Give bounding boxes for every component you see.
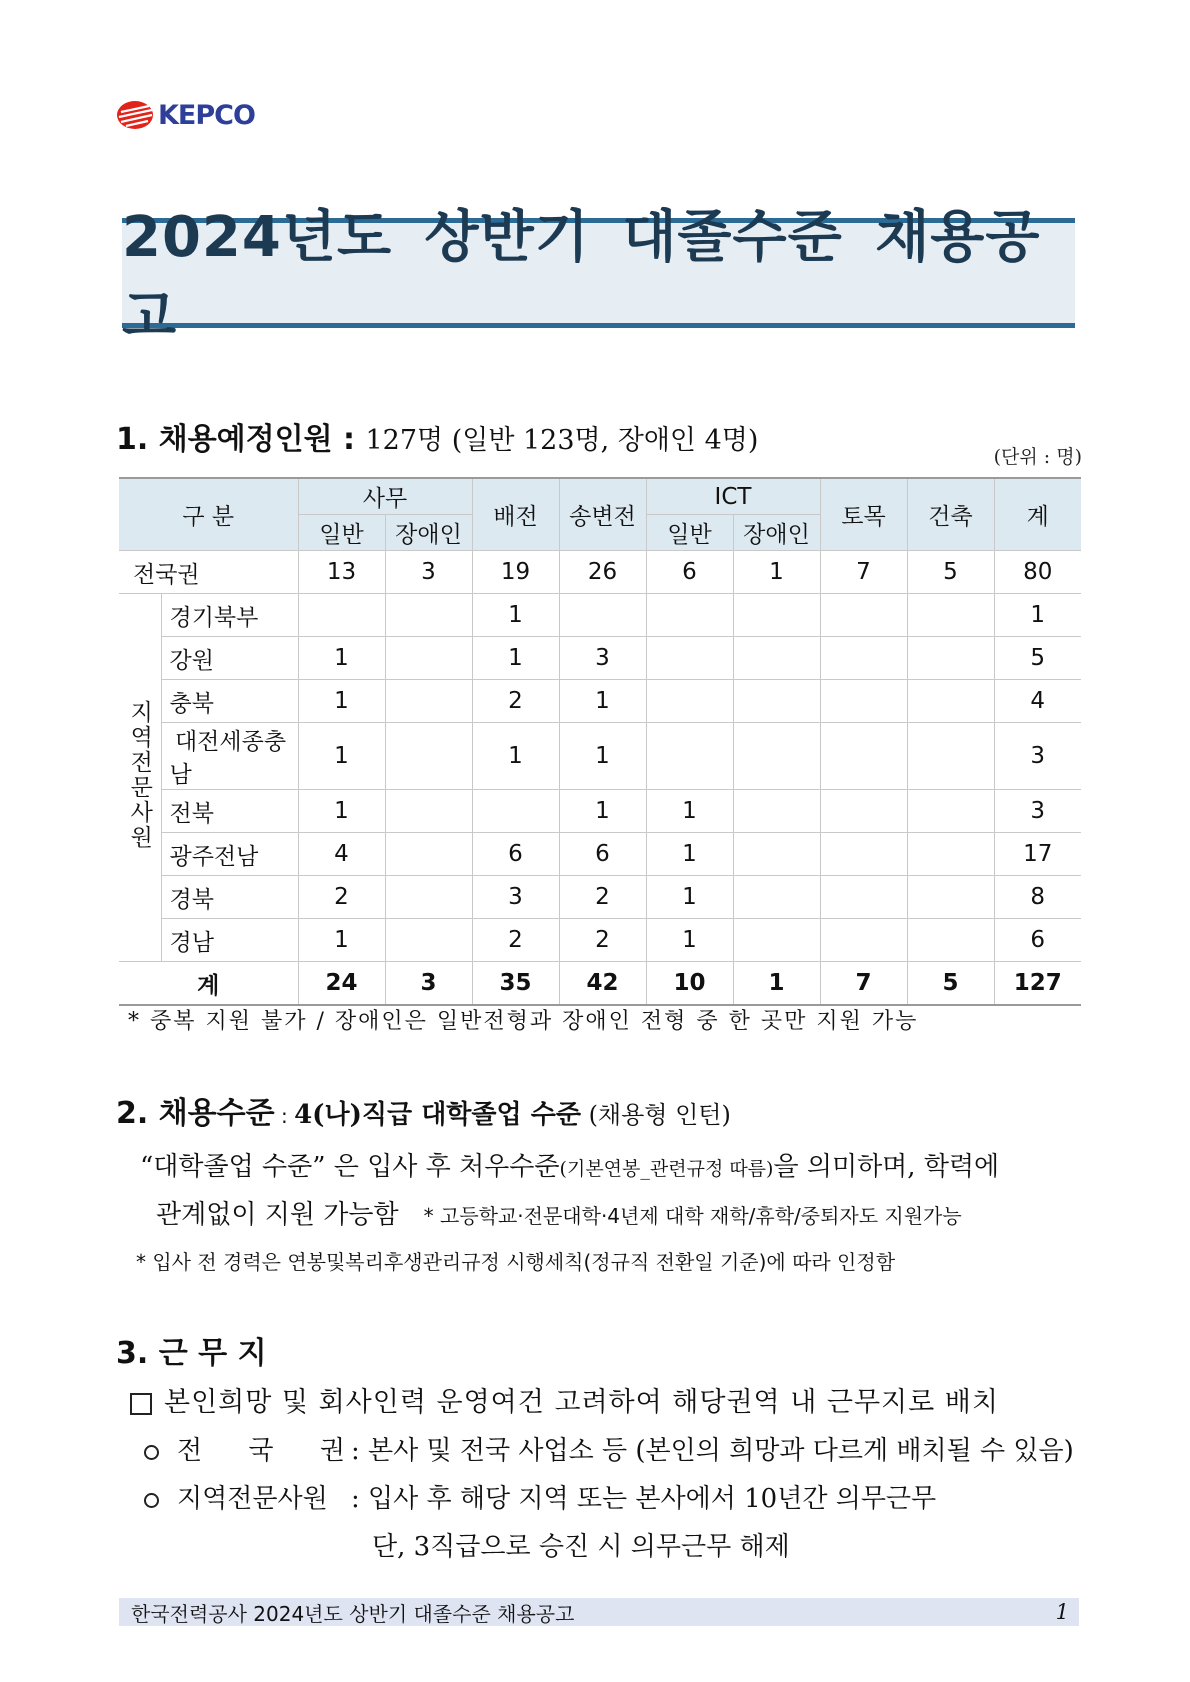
table-row [119,723,1081,790]
title-banner [122,205,1075,350]
table-cell: 1 [559,680,646,723]
table-cell [646,723,733,790]
table-cell: 26 [559,551,646,594]
section3-checkbox-line [130,1380,999,1419]
header-ict-disabled: 장애인 [733,515,820,551]
table-cell: 13 [298,551,385,594]
table-cell [907,876,994,919]
line2-text-b: * 고등학교·전문대학·4년제 대학 재학/휴학/중퇴자도 지원가능 [423,1204,962,1228]
page-number: 1 [1055,1600,1069,1624]
section3-item2 [144,1478,936,1515]
table-cell: 3 [559,637,646,680]
table-cell: 5 [994,637,1081,680]
table-cell: 3 [385,962,472,1006]
recruitment-table [119,477,1081,1006]
table-row [119,876,1081,919]
table-cell: 1 [646,876,733,919]
row-label: 강원 [161,637,298,680]
table-cell [820,637,907,680]
section2-paren: (채용형 인턴) [580,1101,731,1129]
table-cell: 3 [994,723,1081,790]
page-title: 2024년도 상반기 대졸수준 채용공고 [122,205,1041,350]
table-cell: 1 [559,723,646,790]
table-cell: 1 [646,833,733,876]
header-total: 계 [994,478,1081,551]
table-cell [820,876,907,919]
table-cell: 2 [559,919,646,962]
table-row-total [119,962,1081,1006]
table-cell: 2 [472,919,559,962]
kepco-logo [116,96,266,134]
item1-text: : 본사 및 전국 사업소 등 (본인의 희망과 다르게 배치될 수 있음) [351,1436,1074,1466]
table-cell [646,680,733,723]
table-cell: 42 [559,962,646,1006]
table-cell [385,637,472,680]
section3-item2-sub: 단, 3직급으로 승진 시 의무근무 해제 [372,1532,790,1562]
regional-group-label [119,594,161,962]
table-cell [733,833,820,876]
header-ict: ICT [646,478,820,515]
table-cell: 1 [298,637,385,680]
table-cell [385,790,472,833]
section2-line2 [156,1194,962,1231]
unit-label: (단위 : 명) [993,446,1082,468]
circle-bullet-icon [144,1493,159,1508]
table-cell: 1 [472,637,559,680]
table-cell: 1 [298,680,385,723]
table-row-national [119,551,1081,594]
section2-level: 4(나)직급 대학졸업 수준 [294,1100,581,1130]
page-footer [119,1598,1079,1626]
section2-heading [116,1088,731,1132]
row-label: 경남 [161,919,298,962]
row-label: 경기북부 [161,594,298,637]
table-cell [907,594,994,637]
line1-text-a: “대학졸업 수준” 은 입사 후 처우수준 [140,1152,560,1182]
table-cell: 35 [472,962,559,1006]
table-cell [820,919,907,962]
table-cell: 1 [472,723,559,790]
header-category: 구 분 [119,478,298,551]
header-ict-general: 일반 [646,515,733,551]
table-cell: 1 [994,594,1081,637]
circle-bullet-icon [144,1445,159,1460]
row-label: 전국권 [119,551,298,594]
section1-heading [116,414,758,458]
table-cell [733,594,820,637]
table-cell: 4 [994,680,1081,723]
table-cell: 127 [994,962,1081,1006]
table-cell [820,790,907,833]
table-cell: 2 [472,680,559,723]
table-cell [646,594,733,637]
table-cell [385,594,472,637]
table-cell [820,594,907,637]
table-cell: 1 [733,962,820,1006]
row-label: 대전세종충남 [161,723,298,790]
table-cell: 3 [994,790,1081,833]
table-row [119,680,1081,723]
section1-title: 1. 채용예정인원 : [116,422,356,457]
row-label: 전북 [161,790,298,833]
table-row [119,594,1081,637]
table-cell [733,680,820,723]
table-cell [820,680,907,723]
table-cell: 4 [298,833,385,876]
table-row [119,833,1081,876]
table-cell [385,833,472,876]
table-cell: 80 [994,551,1081,594]
header-architecture: 건축 [907,478,994,551]
table-cell: 1 [298,723,385,790]
logo-text: KEPCO [158,99,255,131]
table-cell [385,876,472,919]
item1-label: 전 국 권 [177,1436,345,1466]
table-cell: 5 [907,551,994,594]
header-office: 사무 [298,478,472,515]
table-cell: 1 [298,919,385,962]
header-distribution: 배전 [472,478,559,551]
table-row [119,919,1081,962]
table-cell [733,919,820,962]
table-cell [559,594,646,637]
section1-detail: 127명 (일반 123명, 장애인 4명) [365,425,759,456]
section2-colon: : [274,1104,295,1128]
table-cell: 6 [994,919,1081,962]
section2-title: 2. 채용수준 [116,1096,275,1131]
table-cell: 2 [298,876,385,919]
section3-item1 [144,1430,1074,1467]
table-cell [820,833,907,876]
table-row [119,790,1081,833]
line1-text-b: (기본연봉_관련규정 따름) [559,1158,774,1180]
section3-heading: 3. 근 무 지 [116,1336,267,1371]
table-cell: 3 [385,551,472,594]
table-cell [385,919,472,962]
table-cell: 3 [472,876,559,919]
table-cell [907,723,994,790]
table-cell: 2 [559,876,646,919]
table-cell: 1 [472,594,559,637]
table-cell: 1 [559,790,646,833]
header-office-general: 일반 [298,515,385,551]
table-cell [907,637,994,680]
footer-text: 한국전력공사 2024년도 상반기 대졸수준 채용공고 [131,1601,575,1626]
table-cell [907,833,994,876]
table-cell [733,637,820,680]
table-cell: 17 [994,833,1081,876]
table-cell: 7 [820,962,907,1006]
note-duplicate-application: * 중복 지원 불가 / 장애인은 일반전형과 장애인 전형 중 한 곳만 지원 가능 [128,1009,919,1034]
table-cell [733,876,820,919]
checkbox-line-text: 본인희망 및 회사인력 운영여건 고려하여 해당권역 내 근무지로 배치 [164,1387,999,1418]
table-cell [385,680,472,723]
table-cell [733,723,820,790]
table-cell: 1 [646,919,733,962]
table-cell [733,790,820,833]
table-cell: 8 [994,876,1081,919]
checkbox-icon [130,1393,152,1415]
line2-text-a: 관계없이 지원 가능함 [156,1200,399,1230]
table-cell: 1 [733,551,820,594]
row-label: 충북 [161,680,298,723]
row-label: 광주전남 [161,833,298,876]
table-cell: 1 [298,790,385,833]
row-label: 경북 [161,876,298,919]
item2-label: 지역전문사원 [177,1484,328,1514]
table-cell: 6 [646,551,733,594]
table-cell: 7 [820,551,907,594]
section2-line1 [140,1146,999,1183]
table-cell [298,594,385,637]
table-cell: 19 [472,551,559,594]
table-cell [907,919,994,962]
kepco-logo-icon [116,100,158,130]
header-civil: 토목 [820,478,907,551]
section2-note: * 입사 전 경력은 연봉및복리후생관리규정 시행세칙(정규직 전환일 기준)에 따라 인정함 [136,1250,896,1274]
table-cell: 6 [559,833,646,876]
table-cell: 6 [472,833,559,876]
header-office-disabled: 장애인 [385,515,472,551]
table-cell: 24 [298,962,385,1006]
line1-text-c: 을 의미하며, 학력에 [773,1152,1000,1182]
table-cell [646,637,733,680]
table-row [119,637,1081,680]
table-cell: 10 [646,962,733,1006]
table-cell [472,790,559,833]
table-cell [385,723,472,790]
table-cell [907,790,994,833]
item2-text: : 입사 후 해당 지역 또는 본사에서 10년간 의무근무 [351,1484,937,1514]
row-label: 계 [119,962,298,1006]
header-substation: 송변전 [559,478,646,551]
regional-group-text: 지역전문사원 [126,699,153,850]
table-cell: 5 [907,962,994,1006]
table-cell [907,680,994,723]
table-cell: 1 [646,790,733,833]
table-cell [820,723,907,790]
